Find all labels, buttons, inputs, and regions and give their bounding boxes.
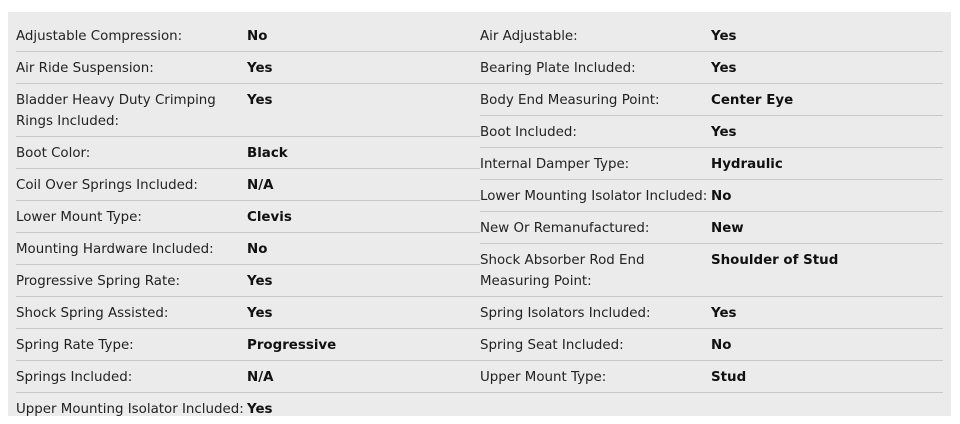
spec-row [480, 361, 943, 393]
spec-row [480, 329, 943, 361]
spec-value: Progressive [247, 338, 337, 353]
spec-value: Yes [247, 306, 273, 321]
spec-label: Internal Damper Type: [480, 157, 630, 172]
spec-row [16, 297, 480, 329]
spec-row [480, 148, 943, 180]
spec-value: Clevis [247, 210, 292, 225]
spec-label: Lower Mounting Isolator Included: [480, 189, 708, 204]
spec-value: Yes [711, 29, 737, 44]
spec-row [480, 297, 943, 329]
specifications-table [16, 20, 943, 424]
spec-label: Adjustable Compression: [16, 29, 183, 44]
spec-label: Shock Spring Assisted: [16, 306, 169, 321]
spec-row [16, 201, 480, 233]
spec-row [16, 84, 480, 137]
spec-row [16, 52, 480, 84]
spec-row [16, 329, 480, 361]
spec-label: Spring Isolators Included: [480, 306, 651, 321]
spec-label: Air Adjustable: [480, 29, 578, 44]
spec-row [480, 116, 943, 148]
spec-label: Upper Mount Type: [480, 370, 607, 385]
specifications-panel [8, 12, 951, 416]
spec-row [480, 180, 943, 212]
spec-value: Yes [711, 306, 737, 321]
spec-row [480, 52, 943, 84]
spec-label: Bladder Heavy Duty Crimping Rings Included: [16, 93, 216, 129]
spec-label: Spring Rate Type: [16, 338, 134, 353]
spec-row [16, 137, 480, 169]
spec-value: No [247, 242, 268, 257]
spec-value: N/A [247, 370, 274, 385]
spec-label: Body End Measuring Point: [480, 93, 660, 108]
spec-label: Lower Mount Type: [16, 210, 142, 225]
spec-value: New [711, 221, 744, 236]
spec-value: No [247, 29, 268, 44]
spec-value: Yes [247, 274, 273, 289]
spec-value: Yes [247, 402, 273, 417]
spec-row [480, 212, 943, 244]
spec-row [16, 20, 480, 52]
spec-label: Boot Included: [480, 125, 577, 140]
spec-row [16, 393, 480, 424]
spec-value: No [711, 189, 732, 204]
spec-row [16, 233, 480, 265]
spec-row [16, 265, 480, 297]
spec-value: No [711, 338, 732, 353]
spec-value: Stud [711, 370, 747, 385]
spec-value: Shoulder of Stud [711, 253, 839, 268]
spec-value: Yes [247, 61, 273, 76]
spec-value: Yes [711, 61, 737, 76]
spec-label: Springs Included: [16, 370, 133, 385]
spec-value: Center Eye [711, 93, 794, 108]
spec-label: New Or Remanufactured: [480, 221, 650, 236]
spec-value: Yes [247, 93, 273, 108]
spec-label: Mounting Hardware Included: [16, 242, 214, 257]
spec-label: Progressive Spring Rate: [16, 274, 180, 289]
spec-row [16, 169, 480, 201]
specifications-left-column [16, 20, 480, 424]
spec-value: Yes [711, 125, 737, 140]
spec-value: N/A [247, 178, 274, 193]
spec-value: Hydraulic [711, 157, 783, 172]
spec-row [16, 361, 480, 393]
spec-label: Boot Color: [16, 146, 91, 161]
spec-row [480, 84, 943, 116]
spec-label: Spring Seat Included: [480, 338, 624, 353]
spec-label: Shock Absorber Rod End Measuring Point: [480, 253, 645, 289]
spec-label: Upper Mounting Isolator Included: [16, 402, 244, 417]
specifications-right-column [480, 20, 943, 424]
spec-value: Black [247, 146, 288, 161]
spec-label: Coil Over Springs Included: [16, 178, 198, 193]
spec-label: Bearing Plate Included: [480, 61, 636, 76]
spec-row [480, 244, 943, 297]
spec-label: Air Ride Suspension: [16, 61, 154, 76]
spec-row [480, 20, 943, 52]
